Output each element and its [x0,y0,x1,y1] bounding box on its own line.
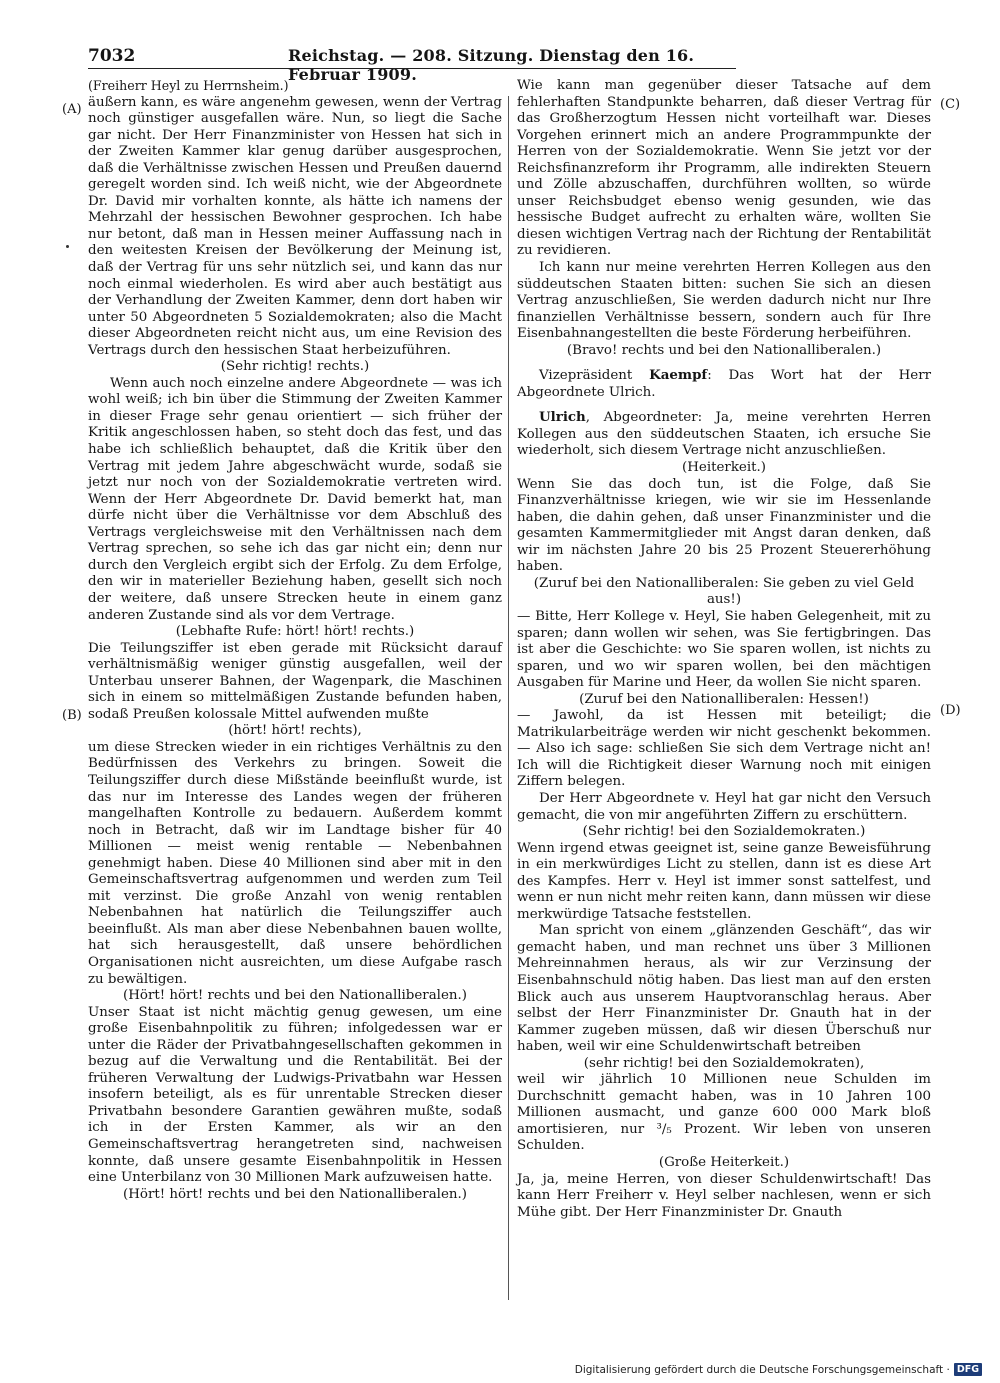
speech-text: : Das Wort hat der Herr Abgeordnete Ulrich. [517,368,931,400]
dfg-logo: DFG [954,1363,982,1376]
paragraph: Ja, ja, meine Herren, von dieser Schuldenwirtschaft! Das kann Herr Freiherr v. Heyl selber nachlesen, wenn er sich Mühe gibt. Der Herr Finanzminister Dr. Gnauth [517,1171,931,1220]
page-number: 7032 [88,46,136,66]
paragraph [517,367,931,401]
interjection: (Lebhafte Rufe: hört! hört! rechts.) [175,624,415,640]
interjection: (Bravo! rechts und bei den Nationalliberalen.) [566,342,882,358]
paragraph: äußern kann, es wäre angenehm gewesen, wenn der Vertrag noch günstiger ausgefallen wäre. Nun, so liegt die Sache gar nicht. Der Herr Finanzminister von Hessen hat sich in der Zweiten Kammer klar genug darüber ausgesprochen, daß die Verhältnisse zwischen Hessen und Preußen dauernd geregelt worden sind. Ich weiß nicht, wie der Abgeordnete Dr. David mir vorhalten konnte, als hätte ich namens der Mehrzahl der hessischen Bewohner gesprochen. Ich habe nur betont, daß man in Hessen meiner Auffassung nach in den weitesten Kreisen der Bevölkerung der Meinung ist, daß der Vertrag für uns sehr nützlich sei, und kann das nur noch einmal wiederholen. Es wird aber auch bestätigt aus der Verhandlung der Zweiten Kammer, denn dort haben wir unter 50 Abgeordneten 5 Sozialdemokraten; also die Macht dieser Abgeordneten reicht nicht aus, um eine Revision des Vertrags durch den hessischen Staat herbeizuführen. [88,94,502,358]
paragraph-spacer [517,359,931,367]
paragraph: weil wir jährlich 10 Millionen neue Schulden im Durchschnitt gemacht haben, was in 10 Jahren 100 Millionen ausmacht, und ganze 600 000 Mark bloß amortisieren, nur ³/₅ Prozent. Wir leben von unseren Schulden. [517,1072,931,1154]
header-rule [88,68,736,69]
interjection: (Heiterkeit.) [682,460,766,476]
margin-marker-b: (B) [62,708,82,723]
interjection: (Zuruf bei den Nationalliberalen: Hessen!) [579,691,869,707]
interjection: (Hört! hört! rechts und bei den Nationalliberalen.) [122,988,467,1004]
margin-marker-a: (A) [62,102,82,117]
margin-dot [66,245,69,248]
footer [575,1363,982,1376]
paragraph: — Bitte, Herr Kollege v. Heyl, Sie haben Gelegenheit, mit zu sparen; dann wollen wir sehen, was Sie fertigbringen. Das ist aber die Geschichte: wo Sie sparen wollen, ist nichts zu sparen, und wo wir sparen wollen, bei den mächtigen Ausgaben für Marine und Heer, da wollen Sie nicht sparen. [517,608,931,691]
margin-marker-c: (C) [940,97,961,112]
speaker-continuation: (Freiherr Heyl zu Herrnsheim.) [88,78,289,93]
interjection: (hört! hört! rechts), [228,723,362,739]
paragraph: Unser Staat ist nicht mächtig genug gewesen, um eine große Eisenbahnpolitik zu führen; infolgedessen war er unter die Räder der Privatbahngesellschaften gekommen in bezug auf die Verwaltung und die Rentabilität. Bei der früheren Verwaltung der Ludwigs-Privatbahn war Hessen insofern beteiligt, als es für unrentable Strecken dieser Privatbahn besondere Garantien gewähren mußte, sodaß ich in der Ersten Kammer, als wir an den Gemeinschaftsvertrag herangetreten sind, nachweisen konnte, daß unsere gesamte Eisenbahnpolitik in Hessen eine Unterbilanz von 30 Millionen Mark aufzuweisen hatte. [88,1004,502,1186]
speaker-name: Ulrich [539,409,586,426]
interjection: (Sehr richtig! bei den Sozialdemokraten.) [582,824,866,840]
interjection: (Hört! hört! rechts und bei den Nationalliberalen.) [122,1186,467,1202]
speaker-name: Kaempf [649,367,708,384]
speech-text: , Abgeordneter: Ja, meine verehrten Herren Kollegen aus den süddeutschen Staaten, ich ersuche Sie wiederholt, sich diesem Vertrage nicht anzuschließen. [517,410,931,459]
speaker-title: Vizepräsident [539,368,650,384]
interjection: (Sehr richtig! rechts.) [220,359,370,375]
column-divider [508,96,509,1300]
paragraph [517,409,931,460]
left-column [88,78,502,1203]
paragraph: um diese Strecken wieder in ein richtiges Verhältnis zu den Bedürfnissen des Verkehrs zu bringen. Soweit die Teilungsziffer durch diese Mißstände beeinflußt wurde, ist das nur im Interesse des Landes wegen der früheren mangelhaften Kontrolle zu bedauern. Außerdem kommt noch in Betracht, daß wir im Landtage bisher für 40 Millionen — meist wenig rentable — Nebenbahnen genehmigt haben. Diese 40 Millionen sind aber mit in den Gemeinschaftsvertrag aufgenommen und werden zum Teil mit verzinst. Die große Anzahl von wenig rentablen Nebenbahnen hat natürlich die Teilungsziffer auch beeinflußt. Als man aber diese Nebenbahnen bauen wollte, hat sich herausgestellt, daß unsere behördlichen Organisationen nicht ausreichten, um diese Aufgabe rasch zu bewältigen. [88,739,502,987]
paragraph: Wie kann man gegenüber dieser Tatsache auf dem fehlerhaften Standpunkte beharren, daß dieser Vertrag für das Großherzogtum Hessen nicht vorteilhaft war. Dieses Vorgehen erinnert mich an andere Programmpunkte der Herren von der Sozialdemokratie. Wenn Sie jetzt vor der Reichsfinanzreform ihr Programm, alle indirekten Steuern und Zölle abzuschaffen, durchführen wollten, so würde unser Reichsbudget ebenso wenig gesunden, wie das hessische Budget aufrecht zu erhalten wäre, wollten Sie diesen wichtigen Vertrag nach der Richtung der Rentabilität zu revidieren. [517,78,931,259]
right-column [517,78,931,1221]
paragraph: Wenn irgend etwas geeignet ist, seine ganze Beweisführung in ein merkwürdiges Licht zu stellen, dann ist es diese Art des Kampfes. Herr v. Heyl ist immer sonst sattelfest, und wenn er nun nicht mehr reiten kann, dann müssen wir diese merkwürdige Tatsache feststellen. [517,840,931,922]
paragraph: — Jawohl, da ist Hessen mit beteiligt; die Matrikularbeiträge werden wir nicht geschenkt bekommen. — Also ich sage: schließen Sie sich dem Vertrage nicht an! Ich will die Richtigkeit dieser Warnung noch mit einigen Ziffern belegen. [517,708,931,790]
paragraph: Der Herr Abgeordnete v. Heyl hat gar nicht den Versuch gemacht, die von mir angeführten Ziffern zu erschüttern. [517,790,931,823]
paragraph: Man spricht von einem „glänzenden Geschäft“, das wir gemacht haben, und man rechnet uns über 3 Millionen Mehreinnahmen heraus, als wir zur Verzinsung der Eisenbahnschuld nötig haben. Das liest man auf den ersten Blick auch aus unserem Hauptvoranschlag heraus. Aber selbst der Herr Finanzminister Dr. Gnauth hat in der Kammer zugeben müssen, daß wir diesen Überschuß nur haben, weil wir eine Schuldenwirtschaft betreiben [517,923,931,1055]
paragraph: Wenn auch noch einzelne andere Abgeordnete — was ich wohl weiß; ich bin über die Stimmung der Zweiten Kammer in dieser Frage sehr genau orientiert — sich früher der Kritik angeschlossen haben, so steht doch das fest, und das habe ich schließlich behauptet, daß die Kritik über den Vertrag mit jedem Jahre abgeschwächt wurde, sodaß sie jetzt nur noch von der Sozialdemokratie vertreten wird. Wenn der Herr Abgeordnete Dr. David bemerkt hat, man dürfe nicht über die Verhältnisse vor dem Abschluß des Vertrags vergleichsweise mit den Verhältnissen nach dem Vertrag sprechen, so sehe ich das gar nicht ein; denn nur durch den Vergleich ergibt sich der Erfolg. Zu dem Erfolge, den wir in materieller Beziehung haben, gesellt sich noch der weitere, daß unsere Strecken heute in einem ganz anderen Zustande sind als vor dem Vertrage. [88,375,502,623]
footer-text: Digitalisierung gefördert durch die Deutsche Forschungsgemeinschaft · [574,1363,950,1376]
paragraph: Die Teilungsziffer ist eben gerade mit Rücksicht darauf verhältnismäßig weniger günstig ausgefallen, weil der Unterbau unserer Bahnen, der Wagenpark, die Maschinen sich in einem so mittelmäßigen Zustande befunden haben, sodaß Preußen kolossale Mittel aufwenden mußte [88,640,502,722]
paragraph: Wenn Sie das doch tun, ist die Folge, daß Sie Finanzverhältnisse kriegen, wie wir sie im Hessenlande haben, die dahin gehen, daß unser Finanzminister und die gesamten Kammermitglieder mit Angst daran denken, daß wir im nächsten Jahre 20 bis 25 Prozent Steuererhöhung haben. [517,476,931,575]
margin-marker-d: (D) [940,703,961,718]
paragraph-spacer [517,401,931,409]
interjection: (Zuruf bei den Nationalliberalen: Sie geben zu viel Geld aus!) [533,575,915,608]
interjection: (sehr richtig! bei den Sozialdemokraten), [583,1055,865,1071]
running-head: Reichstag. — 208. Sitzung. Dienstag den 16. Februar 1909. [288,46,695,84]
interjection: (Große Heiterkeit.) [658,1155,790,1170]
paragraph: Ich kann nur meine verehrten Herren Kollegen aus den süddeutschen Staaten bitten: suchen Sie sich an diesen Vertrag anzuschließen, Sie werden dadurch nicht nur Ihre finanziellen Verhältnisse bessern, sondern auch für Ihre Eisenbahnangestellten die beste Förderung herbeiführen. [517,260,931,342]
